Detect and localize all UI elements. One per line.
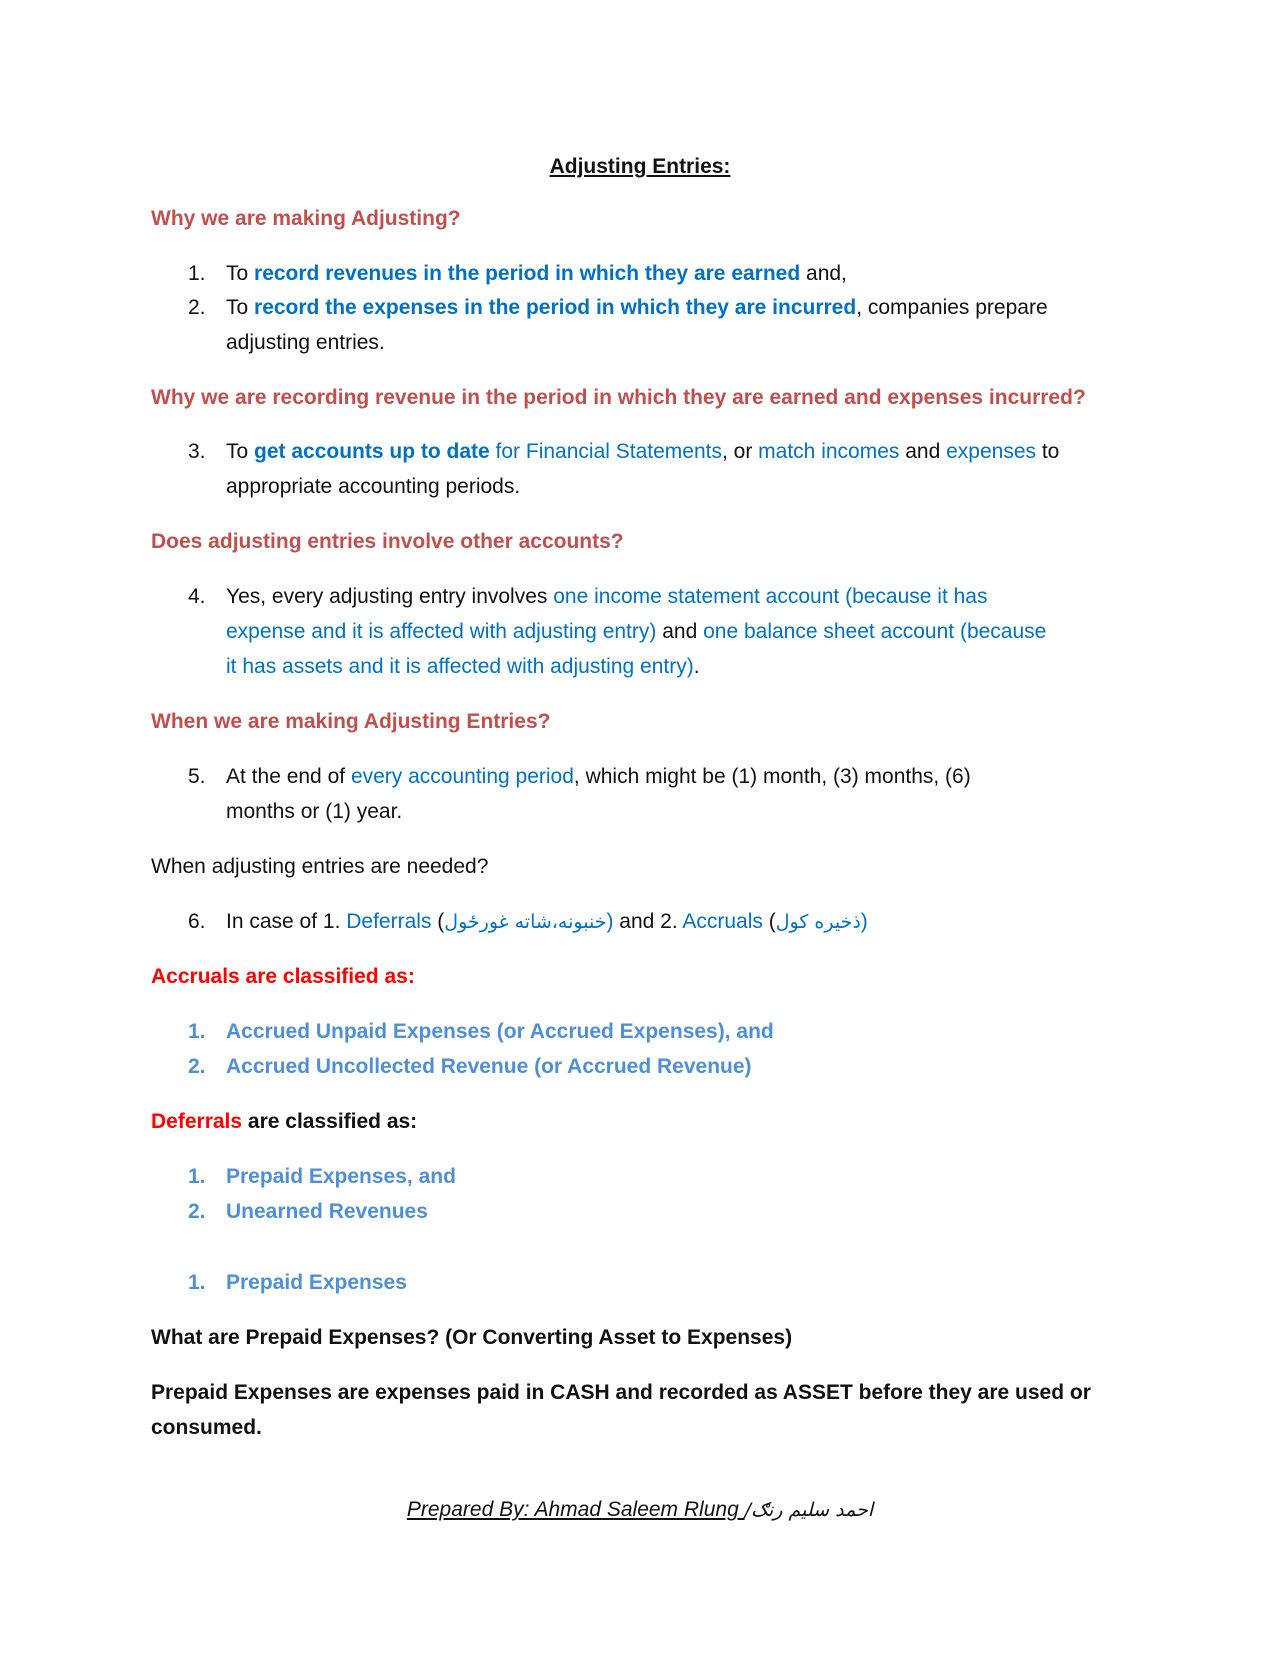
- question-why-recording: Why we are recording revenue in the period in which they are earned and expenses incurred?: [151, 386, 1086, 409]
- item-highlight: record revenues in the period in which they are earned: [254, 262, 801, 285]
- question-prepaid: What are Prepaid Expenses? (Or Converting Asset to Expenses): [151, 1326, 793, 1349]
- deferrals-heading-rest: are classified as:: [242, 1110, 418, 1133]
- question-other-accounts: Does adjusting entries involve other accounts?: [151, 530, 624, 553]
- item-highlight: Accruals: [682, 910, 763, 933]
- item-highlight: for Financial Statements: [489, 440, 722, 463]
- list-number: 1.: [188, 262, 206, 285]
- author-name-pashto: احمد سلیم رنګ/: [744, 1499, 874, 1521]
- list-number: 3.: [188, 440, 206, 463]
- definition-line: Prepaid Expenses are expenses paid in CASH and recorded as ASSET before they are used or: [151, 1381, 1091, 1404]
- accrual-type: Accrued Unpaid Expenses (or Accrued Expenses), and: [226, 1020, 774, 1043]
- item-text: , or: [721, 440, 759, 463]
- list-number: 4.: [188, 585, 206, 608]
- item-text: ): [860, 910, 868, 933]
- question-when-adjusting: When we are making Adjusting Entries?: [151, 710, 551, 733]
- list-number: 2.: [188, 1055, 206, 1078]
- pashto-text: ذخیره کول: [775, 911, 861, 933]
- item-text: appropriate accounting periods.: [226, 475, 521, 498]
- item-text: To: [226, 440, 255, 463]
- page-title: Adjusting Entries:: [549, 155, 731, 178]
- list-number: 1.: [188, 1020, 206, 1043]
- item-text: ): [606, 910, 614, 933]
- item-text: and,: [800, 262, 847, 285]
- accrual-type: Accrued Uncollected Revenue (or Accrued Revenue): [226, 1055, 752, 1078]
- item-text: , which might be (1) month, (3) months, (6): [573, 765, 971, 788]
- list-number: 6.: [188, 910, 206, 933]
- item-text: , companies prepare: [856, 296, 1048, 319]
- item-text: months or (1) year.: [226, 800, 403, 823]
- item-highlight: every accounting period: [350, 765, 574, 788]
- item-highlight: expense and it is affected with adjusting entry): [226, 620, 657, 643]
- deferrals-heading-red: Deferrals: [151, 1110, 243, 1133]
- item-highlight: record the expenses in the period in which they are incurred: [254, 296, 857, 319]
- item-text: (: [762, 910, 776, 933]
- author-name: Prepared By: Ahmad Saleem Rlung: [406, 1498, 745, 1521]
- deferral-type: Unearned Revenues: [226, 1200, 428, 1223]
- item-text: (: [431, 910, 445, 933]
- item-highlight: Deferrals: [346, 910, 432, 933]
- item-text: At the end of: [226, 765, 351, 788]
- item-highlight: one balance sheet account (because: [703, 620, 1047, 643]
- item-text: In case of 1.: [226, 910, 347, 933]
- item-text: adjusting entries.: [226, 331, 385, 354]
- item-text: and: [899, 440, 947, 463]
- item-highlight: match incomes: [758, 440, 900, 463]
- item-text: To: [226, 296, 255, 319]
- item-highlight: one income statement account (because it has: [553, 585, 988, 608]
- item-text: To: [226, 262, 255, 285]
- item-text: and 2.: [613, 910, 683, 933]
- definition-line: consumed.: [151, 1416, 262, 1439]
- footer-credit: [0, 1497, 1280, 1523]
- deferrals-heading: [151, 1109, 417, 1135]
- list-number: 2.: [188, 296, 206, 319]
- question-why-adjusting: Why we are making Adjusting?: [151, 207, 461, 230]
- item-highlight: get accounts up to date: [254, 440, 490, 463]
- list-number: 2.: [188, 1200, 206, 1223]
- list-number: 1.: [188, 1271, 206, 1294]
- item-text: and: [656, 620, 704, 643]
- section-heading-prepaid: Prepaid Expenses: [226, 1271, 407, 1294]
- list-number: 5.: [188, 765, 206, 788]
- item-text: Yes, every adjusting entry involves: [226, 585, 554, 608]
- item-text: to: [1036, 440, 1060, 463]
- accruals-heading: Accruals are classified as:: [151, 965, 415, 988]
- list-number: 1.: [188, 1165, 206, 1188]
- question-when-needed: When adjusting entries are needed?: [151, 855, 489, 878]
- item-highlight: expenses: [946, 440, 1037, 463]
- deferral-type: Prepaid Expenses, and: [226, 1165, 456, 1188]
- item-highlight: it has assets and it is affected with adjusting entry): [226, 655, 694, 678]
- item-text: .: [693, 655, 700, 678]
- pashto-text: خنبونه،شاته غورځول: [444, 911, 607, 933]
